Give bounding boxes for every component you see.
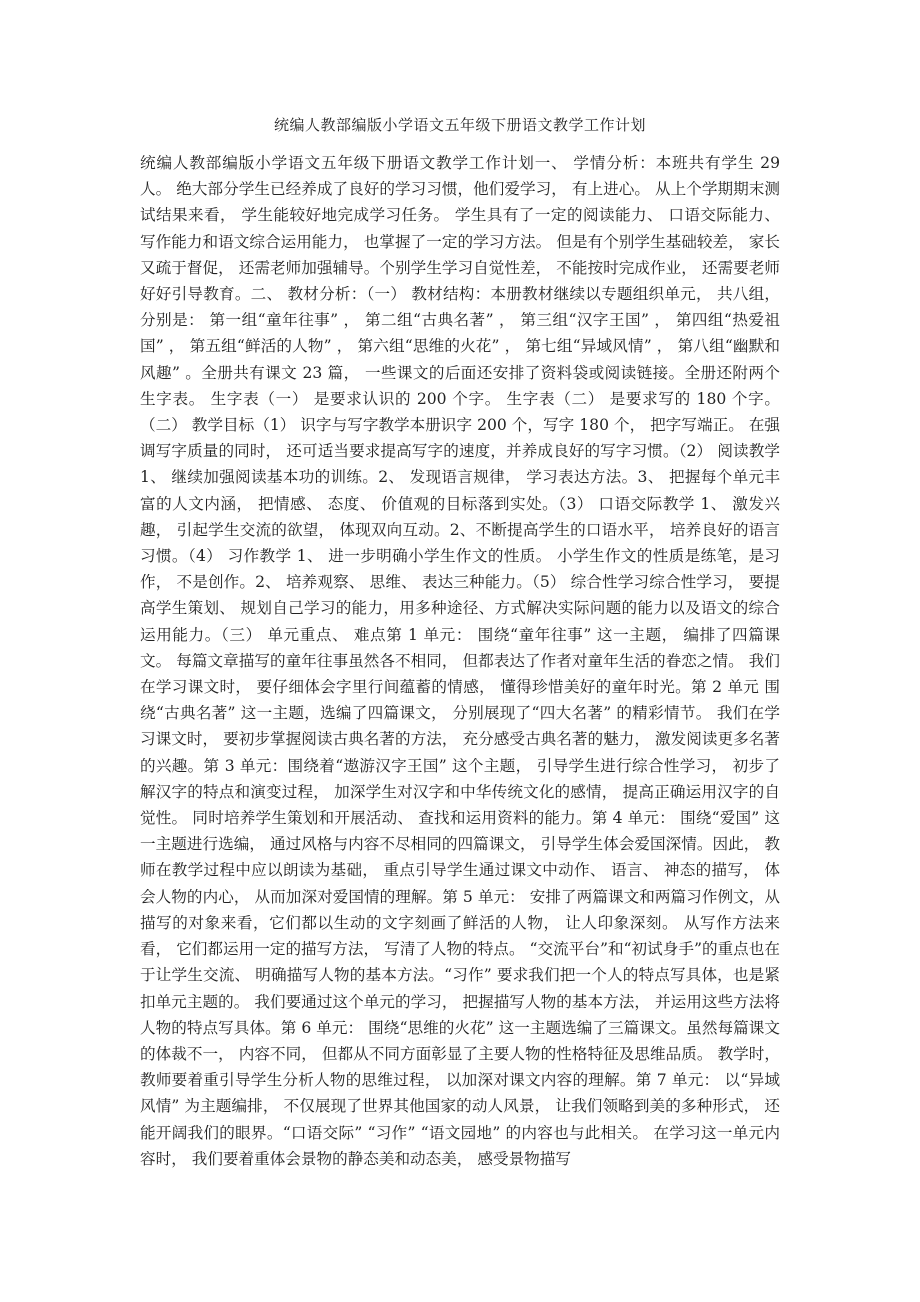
document-title: 统编人教部编版小学语文五年级下册语文教学工作计划 [273, 116, 646, 134]
document-body-text: 统编人教部编版小学语文五年级下册语文教学工作计划一、 学情分析：本班共有学生 29 人。 绝大部分学生已经养成了良好的学习习惯，他们爱学习， 有上进心。 从上个学期期末测试结果来看， 学生能较好地完成学习任务。 学生具有了一定的阅读能力、 口语交际能力、 写作能力和语文综合运用能力， 也掌握了一定的学习方法。 但是有个别学生基础较差， 家长又疏于督促， 还需老师加强辅导。个别学生学习自觉性差， 不能按时完成作业， 还需要老师好好引导教育。二、 教材分析：（一） 教材结构：本册教材继续以专题组织单元， 共八组， 分别是： 第一组“童年往事” ， 第二组“古典名著” ， 第三组“汉字王国” ， 第四组“热爱祖国” ， 第五组“鲜活的人物” ， 第六组“思维的火花” ， 第七组“异域风情” ， 第八组“幽默和风趣” 。全册共有课文 23 篇， 一些课文的后面还安排了资料袋或阅读链接。全册还附两个生字表。 生字表（一） 是要求认识的 200 个字。 生字表（二） 是要求写的 180 个字。（二） 教学目标（1） 识字与写字教学本册识字 200 个，写字 180 个， 把字写端正。 在强调写字质量的同时， 还可适当要求提高写字的速度，并养成良好的写字习惯。（2） 阅读教学 1、 继续加强阅读基本功的训练。2、 发现语言规律， 学习表达方法。3、 把握每个单元丰富的人文内涵， 把情感、 态度、 价值观的目标落到实处。（3） 口语交际教学 1、 激发兴趣， 引起学生交流的欲望， 体现双向互动。2、不断提高学生的口语水平， 培养良好的语言习惯。（4） 习作教学 1、 进一步明确小学生作文的性质。 小学生作文的性质是练笔，是习作， 不是创作。2、 培养观察、 思维、 表达三种能力。（5） 综合性学习综合性学习， 要提高学生策划、 规划自己学习的能力，用多种途径、方式解决实际问题的能力以及语文的综合运用能力。（三） 单元重点、 难点第 1 单元： 围绕“童年往事” 这一主题， 编排了四篇课文。 每篇文章描写的童年往事虽然各不相同， 但都表达了作者对童年生活的眷恋之情。 我们在学习课文时， 要仔细体会字里行间蕴蓄的情感， 懂得珍惜美好的童年时光。第 2 单元 围绕“古典名著” 这一主题，选编了四篇课文， 分别展现了“四大名著” 的精彩情节。 我们在学习课文时， 要初步掌握阅读古典名著的方法， 充分感受古典名著的魅力， 激发阅读更多名著的兴趣。第 3 单元：围绕着“遨游汉字王国” 这个主题， 引导学生进行综合性学习， 初步了解汉字的特点和演变过程， 加深学生对汉字和中华传统文化的感情， 提高正确运用汉字的自觉性。 同时培养学生策划和开展活动、 查找和运用资料的能力。第 4 单元： 围绕“爱国” 这一主题进行选编， 通过风格与内容不尽相同的四篇课文， 引导学生体会爱国深情。因此， 教师在教学过程中应以朗读为基础， 重点引导学生通过课文中动作、 语言、 神态的描写， 体会人物的内心， 从而加深对爱国情的理解。第 5 单元： 安排了两篇课文和两篇习作例文，从描写的对象来看，它们都以生动的文字刻画了鲜活的人物， 让人印象深刻。 从写作方法来看， 它们都运用一定的描写方法， 写清了人物的特点。 “交流平台”和“初试身手”的重点也在于让学生交流、 明确描写人物的基本方法。“习作” 要求我们把一个人的特点写具体，也是紧扣单元主题的。 我们要通过这个单元的学习， 把握描写人物的基本方法， 并运用这些方法将人物的特点写具体。第 6 单元： 围绕“思维的火花” 这一主题选编了三篇课文。虽然每篇课文的体裁不一， 内容不同， 但都从不同方面彰显了主要人物的性格特征及思维品质。 教学时， 教师要着重引导学生分析人物的思维过程， 以加深对课文内容的理解。第 7 单元： 以“异域风情” 为主题编排， 不仅展现了世界其他国家的动人风景， 让我们领略到美的多种形式， 还能开阔我们的眼界。“口语交际” “习作” “语文园地” 的内容也与此相关。 在学习这一单元内容时， 我们要着重体会景物的静态美和动态美， 感受景物描写 [140, 154, 780, 1168]
